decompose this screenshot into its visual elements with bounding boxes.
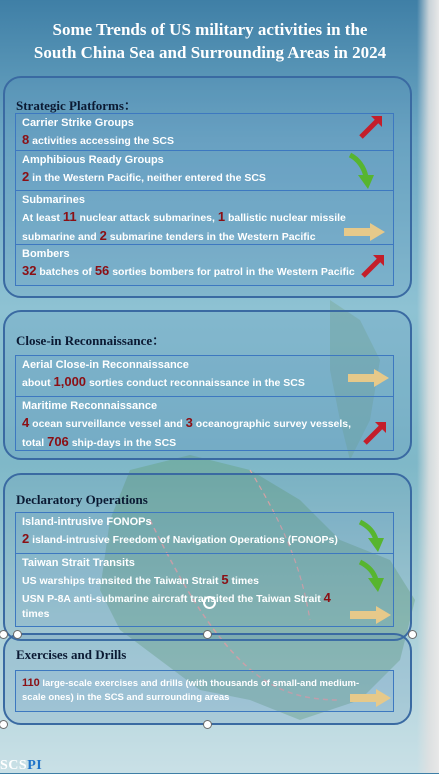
trend-up-arrow-icon [358, 114, 384, 140]
stat-text: batches of [36, 266, 95, 278]
stat-number: 32 [22, 263, 37, 278]
row-text [22, 168, 387, 187]
resize-handle[interactable] [0, 630, 8, 639]
exercises-row [16, 671, 393, 713]
stat-number: 4 [323, 590, 331, 605]
section-heading: Declaratory Operations [16, 492, 148, 507]
resize-handle[interactable] [203, 720, 212, 729]
title-line-2: South China Sea and Surrounding Areas in 2024 [33, 43, 387, 62]
row-title: Island-intrusive FONOPs [22, 516, 152, 528]
title-line-1: Some Trends of US military activities in the [52, 20, 368, 39]
resize-handle[interactable] [203, 630, 212, 639]
resize-handle[interactable] [408, 630, 417, 639]
stat-text: times [228, 575, 259, 587]
stat-text: activities accessing the SCS [29, 135, 174, 147]
stat-text: ocean surveillance vessel and [29, 418, 186, 430]
stat-text: At least [22, 212, 63, 224]
row-text [22, 691, 387, 705]
trend-flat-arrow-icon [344, 222, 386, 242]
stat-text: oceanographic survey vessels, [192, 418, 352, 430]
row-text [22, 131, 387, 150]
trend-down-arrow-icon [346, 151, 376, 191]
trend-flat-arrow-icon [348, 368, 390, 388]
stat-text: about [22, 377, 54, 389]
stat-text: large-scale exercises and drills (with thousands of small-and medium- [39, 678, 360, 689]
row-text [22, 373, 387, 392]
stat-number: 8 [22, 132, 30, 147]
stat-text: ship-days in the SCS [68, 437, 177, 449]
stat-number: 4 [22, 415, 30, 430]
stat-text: times [22, 608, 50, 620]
fonops-row [16, 513, 393, 553]
page-title [0, 18, 420, 64]
logo-text: PI [27, 758, 43, 773]
row-title: Aerial Close-in Reconnaissance [22, 359, 189, 371]
rotate-handle[interactable] [203, 596, 216, 609]
declaratory-box [15, 512, 394, 627]
strategic-platforms-box [15, 113, 394, 286]
stat-text: scale ones) in the SCS and surrounding areas [22, 692, 230, 703]
stat-number: 2 [99, 228, 107, 243]
bombers-row [16, 244, 393, 287]
trend-down-arrow-icon [356, 558, 386, 594]
stat-number: 3 [185, 415, 193, 430]
scspi-logo [0, 758, 42, 774]
row-text [22, 571, 387, 590]
row-text [22, 262, 387, 281]
stat-number: 706 [47, 434, 69, 449]
row-text [22, 414, 387, 433]
reconnaissance-box [15, 355, 394, 451]
exercises-box [15, 670, 394, 712]
taiwan-strait-transits-row [16, 553, 393, 628]
row-title: Carrier Strike Groups [22, 117, 134, 129]
stat-text: island-intrusive Freedom of Navigation Operations (FONOPs) [29, 534, 338, 546]
stat-number: 1 [217, 209, 226, 224]
stat-text: USN P-8A anti-submarine aircraft transited the Taiwan Strait [22, 593, 324, 605]
stat-text: US warships transited the Taiwan Strait [22, 575, 222, 587]
trend-up-arrow-icon [360, 253, 386, 279]
stat-text: sorties conduct reconnaissance in the SCS [86, 377, 305, 389]
stat-number: 1,000 [53, 374, 87, 389]
stat-number: 2 [22, 169, 30, 184]
section-heading: Exercises and Drills [16, 647, 127, 662]
stat-text: total [22, 437, 48, 449]
trend-flat-arrow-icon [350, 605, 392, 625]
resize-handle[interactable] [0, 720, 8, 729]
section-heading: Strategic Platforms： [16, 98, 137, 113]
carrier-strike-groups-row [16, 114, 393, 150]
trend-down-arrow-icon [356, 518, 386, 554]
stat-text: ballistic nuclear missile [225, 212, 346, 224]
row-text [22, 676, 387, 691]
stat-number: 2 [22, 531, 30, 546]
row-text [22, 433, 387, 452]
trend-up-arrow-icon [362, 420, 388, 446]
stat-number: 56 [94, 263, 110, 278]
aerial-reconnaissance-row [16, 356, 393, 396]
stat-text: nuclear attack submarines, [76, 212, 218, 224]
row-text [22, 530, 387, 549]
row-title: Maritime Reconnaissance [22, 400, 158, 412]
row-text [22, 208, 387, 227]
stat-text: submarine tenders in the Western Pacific [106, 231, 316, 243]
resize-handle[interactable] [13, 630, 22, 639]
row-title: Amphibious Ready Groups [22, 154, 164, 166]
submarines-row [16, 190, 393, 244]
row-title: Taiwan Strait Transits [22, 557, 135, 569]
edge-stripe [417, 0, 439, 773]
stat-number: 5 [221, 572, 229, 587]
logo-text: SCS [0, 758, 28, 773]
stat-text: in the Western Pacific, neither entered the SCS [29, 172, 266, 184]
stat-text: submarine and [22, 231, 100, 243]
stat-text: sorties bombers for patrol in the Western Pacific [109, 266, 355, 278]
trend-flat-arrow-icon [350, 688, 392, 708]
row-title: Submarines [22, 194, 85, 206]
stat-number: 110 [22, 677, 40, 689]
section-heading: Close-in Reconnaissance： [16, 333, 166, 348]
row-text [22, 607, 387, 622]
stat-number: 11 [62, 209, 77, 224]
amphibious-ready-groups-row [16, 150, 393, 190]
row-title: Bombers [22, 248, 70, 260]
maritime-reconnaissance-row [16, 396, 393, 452]
